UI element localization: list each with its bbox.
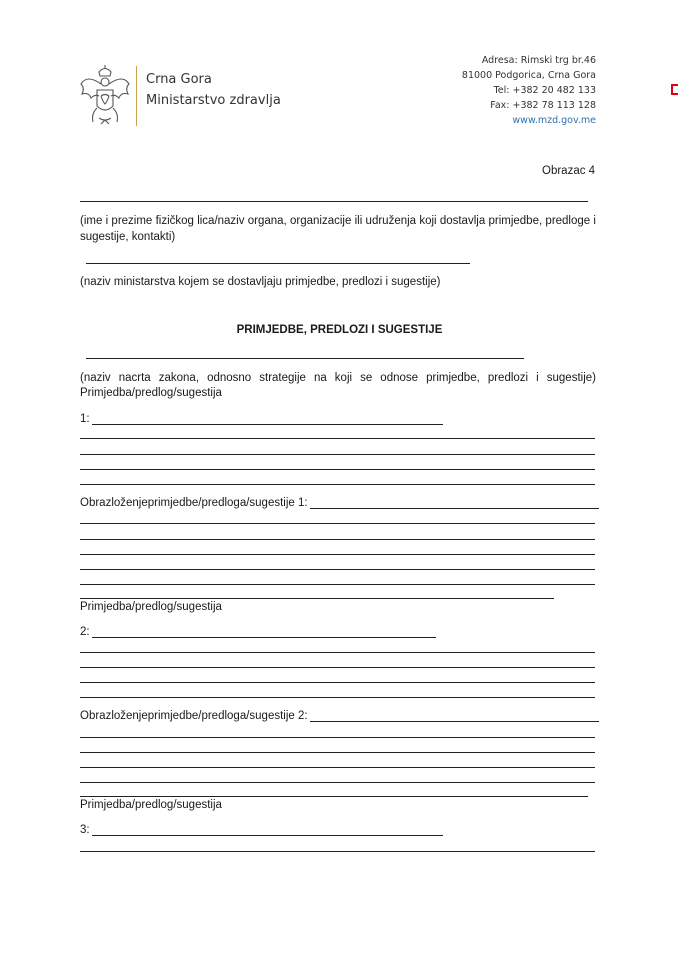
explanation-label: Obrazloženjeprimjedbe/predloga/sugestije 1:: [80, 497, 308, 509]
comment-input-line[interactable]: [92, 637, 436, 638]
comment-input-line[interactable]: [80, 469, 595, 470]
comment-number-label: 1:: [80, 413, 90, 425]
comment-input-line[interactable]: [80, 652, 595, 653]
ministry-input-line[interactable]: [86, 263, 470, 264]
explanation-label: Obrazloženjeprimjedbe/predloga/sugestije 2:: [80, 710, 308, 722]
comment-input-line[interactable]: [92, 835, 443, 836]
draft-hint: (naziv nacrta zakona, odnosno strategije na koji se odnose primjedbe, predlozi i sugestije): [80, 372, 596, 384]
comment-input-line[interactable]: [80, 454, 595, 455]
explanation-input-line[interactable]: [80, 554, 595, 555]
section-heading: Primjedba/predlog/sugestija: [80, 387, 222, 399]
explanation-input-line[interactable]: [80, 598, 554, 599]
explanation-input-line[interactable]: [80, 752, 595, 753]
ministry-name: Ministarstvo zdravlja: [146, 93, 281, 108]
comment-number-label: 2:: [80, 626, 90, 638]
comment-input-line[interactable]: [80, 667, 595, 668]
comment-input-line[interactable]: [80, 484, 595, 485]
explanation-input-line[interactable]: [80, 523, 595, 524]
form-number: Obrazac 4: [542, 165, 596, 177]
comment-input-line[interactable]: [80, 682, 595, 683]
explanation-input-line[interactable]: [80, 539, 595, 540]
section-heading: Primjedba/predlog/sugestija: [80, 799, 222, 811]
sender-input-line[interactable]: [80, 201, 588, 202]
explanation-input-line[interactable]: [80, 796, 588, 797]
explanation-input-line[interactable]: [80, 569, 595, 570]
comment-input-line[interactable]: [80, 697, 595, 698]
ministry-hint: (naziv ministarstva kojem se dostavljaju primjedbe, predlozi i sugestije): [80, 276, 441, 288]
explanation-input-line[interactable]: [80, 737, 595, 738]
explanation-input-line[interactable]: [80, 584, 595, 585]
coat-of-arms-icon: [77, 62, 133, 130]
phone-line: Tel: +382 20 482 133: [493, 85, 596, 96]
comment-input-line[interactable]: [80, 438, 595, 439]
comment-number-label: 3:: [80, 824, 90, 836]
comment-input-line[interactable]: [88, 424, 443, 425]
fax-line: Fax: +382 78 113 128: [490, 100, 596, 111]
government-name: Crna Gora: [146, 72, 212, 87]
explanation-input-line[interactable]: [80, 782, 595, 783]
comment-input-line[interactable]: [80, 851, 595, 852]
explanation-input-line[interactable]: [80, 767, 595, 768]
city-line: 81000 Podgorica, Crna Gora: [461, 70, 596, 81]
draft-input-line[interactable]: [86, 358, 524, 359]
sender-hint: (ime i prezime fizičkog lica/naziv organa, organizacije ili udruženja koji dostavlja primjedbe, predloge i sugestije, kontakti): [80, 215, 596, 243]
section-heading: Primjedba/predlog/sugestija: [80, 601, 222, 613]
form-title: PRIMJEDBE, PREDLOZI I SUGESTIJE: [236, 324, 443, 336]
address-line: Adresa: Rimski trg br.46: [481, 55, 596, 66]
corner-mark: [671, 84, 678, 95]
website-link[interactable]: www.mzd.gov.me: [512, 115, 596, 126]
header-divider: [136, 66, 137, 126]
